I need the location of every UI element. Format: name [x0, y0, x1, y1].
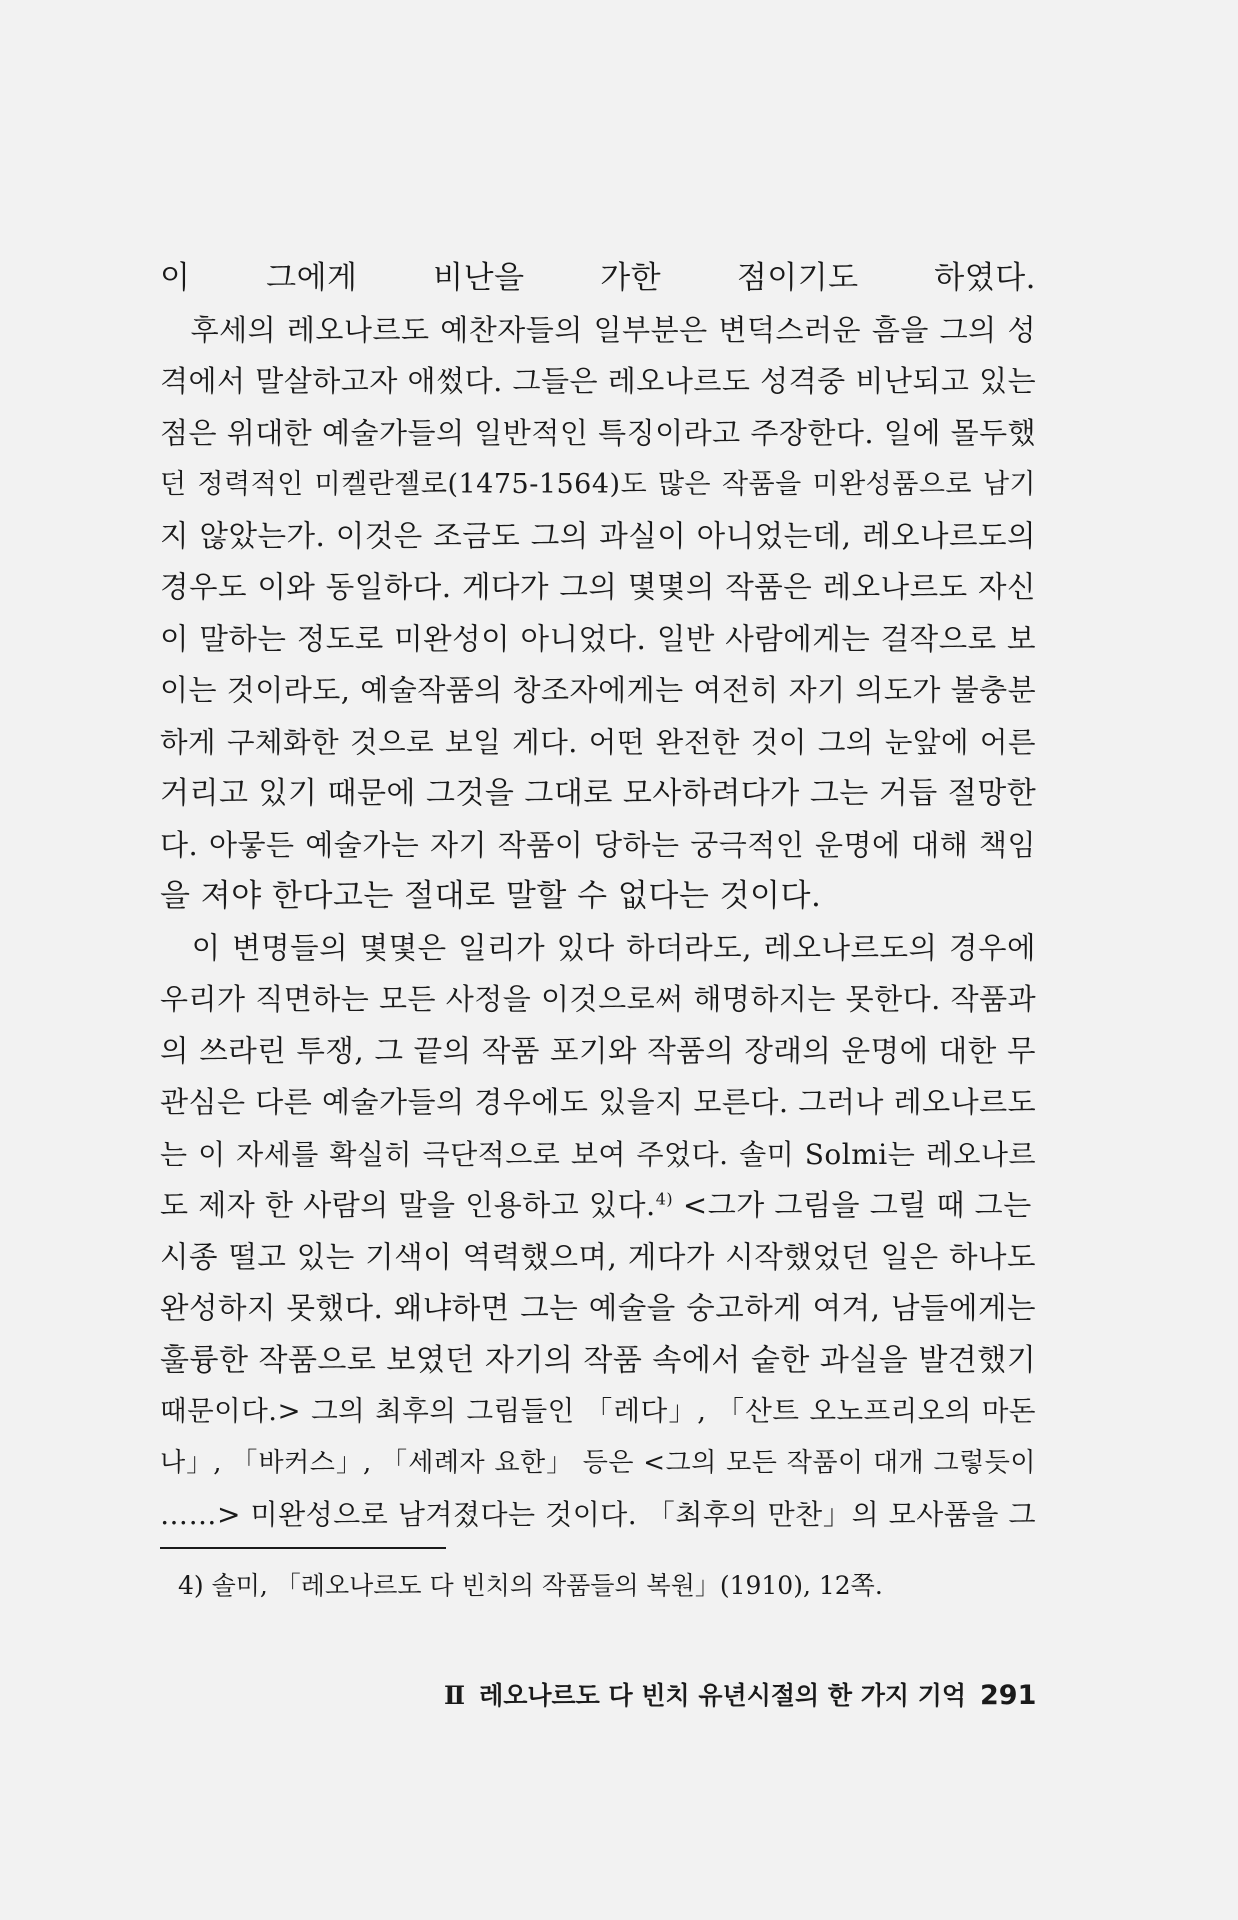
- footnote: 4) 솔미, 「레오나르도 다 빈치의 작품들의 복원」(1910), 12쪽.: [178, 1571, 883, 1600]
- text-line: 하게 구체화한 것으로 보일 게다. 어떤 완전한 것이 그의 눈앞에 어른: [160, 725, 1036, 759]
- text-line: 때문이다.> 그의 최후의 그림들인 「레다」, 「산트 오노프리오의 마돈: [160, 1395, 1036, 1427]
- text-line-tail: <그가 그림을 그릴 때 그는: [673, 1188, 1032, 1222]
- text-line: 이 말하는 정도로 미완성이 아니었다. 일반 사람에게는 걸작으로 보: [160, 621, 1036, 656]
- text-line: 완성하지 못했다. 왜냐하면 그는 예술을 숭고하게 여겨, 남들에게는: [160, 1291, 1036, 1325]
- text-line: 후세의 레오나르도 예찬자들의 일부분은 변덕스러운 흠을 그의 성: [160, 312, 1036, 347]
- running-footer: [444, 1676, 1044, 1716]
- footnote-divider: [160, 1547, 446, 1549]
- text-line: 이는 것이라도, 예술작품의 창조자에게는 여전히 자기 의도가 불충분: [160, 673, 1037, 707]
- text-line: 지 않았는가. 이것은 조금도 그의 과실이 아니었는데, 레오나르도의: [160, 518, 1036, 553]
- text-line: 이 변명들의 몇몇은 일리가 있다 하더라도, 레오나르도의 경우에: [160, 930, 1036, 965]
- text-line: 을 져야 한다고는 절대로 말할 수 없다는 것이다.: [160, 878, 822, 914]
- text-line: 점은 위대한 예술가들의 일반적인 특징이라고 주장한다. 일에 몰두했: [160, 415, 1037, 450]
- text-line: 우리가 직면하는 모든 사정을 이것으로써 해명하지는 못한다. 작품과: [160, 982, 1037, 1016]
- text-line: 훌륭한 작품으로 보였던 자기의 작품 속에서 숱한 과실을 발견했기: [160, 1342, 1037, 1378]
- text-line: 던 정력적인 미켈란젤로(1475-1564)도 많은 작품을 미완성품으로 남기: [160, 469, 1036, 500]
- text-line: ……> 미완성으로 남겨졌다는 것이다. 「최후의 만찬」의 모사품을 그: [160, 1498, 1036, 1531]
- text-line: 관심은 다른 예술가들의 경우에도 있을지 모른다. 그러나 레오나르도: [160, 1085, 1037, 1119]
- body-text: [160, 253, 1036, 1541]
- section-number: Ⅱ: [444, 1681, 466, 1710]
- text-line: 이 그에게 비난을 가한 점이기도 하였다.: [160, 260, 1036, 296]
- text-line: 는 이 자세를 확실히 극단적으로 보여 주었다. 솔미 Solmi는 레오나르: [160, 1137, 1036, 1171]
- text-line: 나」, 「바커스」, 「세례자 요한」 등은 <그의 모든 작품이 대개 그렇듯이: [160, 1447, 1036, 1478]
- text-line: 경우도 이와 동일하다. 게다가 그의 몇몇의 작품은 레오나르도 자신: [160, 570, 1036, 604]
- text-line: 거리고 있기 때문에 그것을 그대로 모사하려다가 그는 거듭 절망한: [160, 776, 1037, 811]
- page-number: 291: [980, 1680, 1037, 1711]
- chapter-title: 레오나르도 다 빈치 유년시절의 한 가지 기억: [479, 1681, 967, 1710]
- text-line: 시종 떨고 있는 기색이 역력했으며, 게다가 시작했었던 일은 하나도: [160, 1239, 1036, 1274]
- text-line: 다. 아뭏든 예술가는 자기 작품이 당하는 궁극적인 운명에 대해 책임: [160, 827, 1036, 862]
- footnote-reference: 4): [655, 1189, 674, 1209]
- text-line-with-footnote: [160, 1180, 1036, 1232]
- text-line: 격에서 말살하고자 애썼다. 그들은 레오나르도 성격중 비난되고 있는: [160, 364, 1037, 398]
- text-line: 의 쓰라린 투쟁, 그 끝의 작품 포기와 작품의 장래의 운명에 대한 무: [160, 1033, 1036, 1068]
- text-line-head: 도 제자 한 사람의 말을 인용하고 있다.: [160, 1188, 656, 1222]
